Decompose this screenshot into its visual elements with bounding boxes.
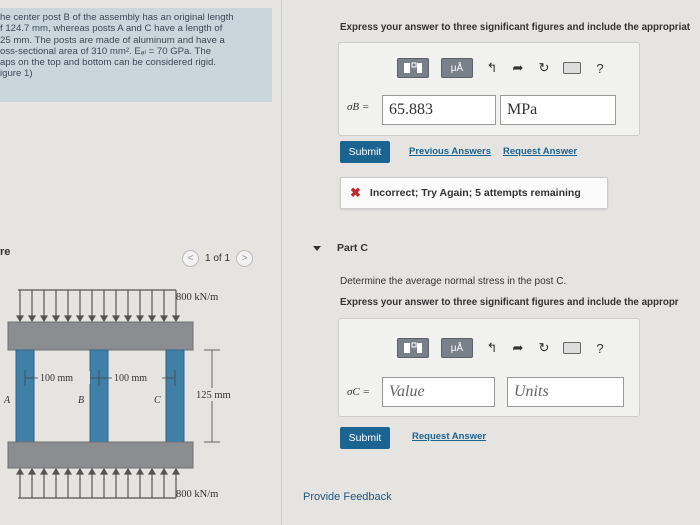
problem-statement	[0, 12, 268, 80]
units-symbols-button[interactable]: μÅ	[441, 338, 473, 358]
reset-icon[interactable]: ↻	[538, 60, 550, 75]
problem-line: f 124.7 mm, whereas posts A and C have a length of	[0, 23, 223, 35]
load-arrowhead	[173, 469, 179, 474]
height-label: 125 mm	[196, 390, 231, 401]
part-c-toolbar	[397, 337, 607, 359]
part-c-question: Determine the average normal stress in the post C.	[340, 276, 567, 287]
bottom-load-arrows	[17, 469, 179, 498]
part-c-header[interactable]	[313, 242, 368, 254]
templates-icon	[403, 342, 423, 354]
part-c-submit-button[interactable]: Submit	[340, 427, 390, 449]
figure-pager	[182, 250, 253, 267]
sigma-b-units-input[interactable]: MPa	[500, 95, 616, 125]
problem-line: oss-sectional area of 310 mm². Eₐₗ = 70 GPa. The	[0, 45, 212, 57]
next-figure-button[interactable]: >	[236, 250, 253, 267]
top-load-arrows	[17, 290, 179, 321]
problem-line: 25 mm. The posts are made of aluminum and have a	[0, 34, 225, 46]
load-arrowhead	[65, 469, 71, 474]
keyboard-icon[interactable]	[563, 62, 581, 74]
load-arrowhead	[173, 316, 179, 321]
incorrect-icon: ✖	[350, 185, 361, 200]
help-icon[interactable]: ?	[596, 340, 604, 356]
load-arrowhead	[125, 316, 131, 321]
load-arrowhead	[125, 469, 131, 474]
load-arrowhead	[101, 316, 107, 321]
load-arrowhead	[41, 316, 47, 321]
problem-line: aps on the top and bottom can be considered rigid.	[0, 57, 217, 69]
part-c-instructions: Express your answer to three significant figures and include the appropr	[340, 297, 679, 308]
load-arrowhead	[137, 469, 143, 474]
assembly-figure	[0, 282, 281, 512]
post-b	[90, 350, 108, 442]
top-cap	[8, 322, 193, 350]
help-icon[interactable]: ?	[596, 60, 604, 76]
load-arrowhead	[149, 469, 155, 474]
templates-icon	[403, 62, 423, 74]
figure-link[interactable]: igure 1)	[0, 68, 33, 80]
load-arrowhead	[101, 469, 107, 474]
load-arrowhead	[137, 316, 143, 321]
spacing-right-label: 100 mm	[114, 373, 148, 384]
sigma-c-value-input[interactable]: Value	[382, 377, 495, 407]
part-c-title: Part C	[337, 242, 368, 254]
redo-icon[interactable]: ➦	[512, 340, 524, 355]
dimension-lines	[25, 350, 220, 442]
undo-icon[interactable]: ↰	[486, 60, 498, 75]
part-b-instructions: Express your answer to three significant figures and include the appropriat	[340, 22, 691, 33]
problem-line: he center post B of the assembly has an original length	[0, 12, 234, 23]
load-arrowhead	[89, 469, 95, 474]
feedback-message: Incorrect; Try Again; 5 attempts remaining	[369, 187, 581, 199]
post-c-label: C	[154, 395, 161, 406]
reset-icon[interactable]: ↻	[538, 340, 550, 355]
part-b-answer-panel	[338, 42, 640, 136]
spacing-left-label: 100 mm	[40, 373, 74, 384]
load-arrowhead	[41, 469, 47, 474]
bottom-load-label: 800 kN/m	[176, 489, 219, 500]
part-b-toolbar	[397, 57, 607, 79]
post-c	[166, 350, 184, 442]
part-b-submit-button[interactable]: Submit	[340, 141, 390, 163]
load-arrowhead	[77, 316, 83, 321]
figure-page-indicator: 1 of 1	[205, 253, 231, 264]
part-b-feedback	[340, 177, 608, 209]
undo-icon[interactable]: ↰	[486, 340, 498, 355]
part-c-answer-panel	[338, 318, 640, 417]
load-arrowhead	[113, 469, 119, 474]
sigma-c-units-input[interactable]: Units	[507, 377, 624, 407]
load-arrowhead	[29, 316, 35, 321]
panel-divider	[281, 0, 282, 525]
figure-heading: re	[0, 246, 11, 258]
load-arrowhead	[161, 469, 167, 474]
load-arrowhead	[161, 316, 167, 321]
load-arrowhead	[53, 316, 59, 321]
top-load-label: 800 kN/m	[176, 292, 219, 303]
sigma-c-label: σC =	[347, 386, 370, 398]
provide-feedback-link[interactable]: Provide Feedback	[303, 491, 392, 503]
prev-figure-button[interactable]: <	[182, 250, 199, 267]
post-a-label: A	[4, 395, 11, 406]
load-arrowhead	[89, 316, 95, 321]
part-c-request-answer-link[interactable]: Request Answer	[412, 431, 487, 442]
part-b-request-answer-link[interactable]: Request Answer	[503, 146, 578, 157]
load-arrowhead	[53, 469, 59, 474]
load-arrowhead	[65, 316, 71, 321]
keyboard-icon[interactable]	[563, 342, 581, 354]
load-arrowhead	[113, 316, 119, 321]
load-arrowhead	[149, 316, 155, 321]
redo-icon[interactable]: ➦	[512, 60, 524, 75]
post-b-label: B	[78, 395, 85, 406]
collapse-triangle-icon	[313, 246, 321, 251]
templates-button[interactable]	[397, 58, 429, 78]
load-arrowhead	[77, 469, 83, 474]
post-a	[16, 350, 34, 442]
bottom-cap	[8, 442, 193, 468]
sigma-b-label: σB =	[347, 101, 370, 113]
load-arrowhead	[29, 469, 35, 474]
load-arrowhead	[17, 469, 23, 474]
templates-button[interactable]	[397, 338, 429, 358]
sigma-b-value-input[interactable]: 65.883	[382, 95, 496, 125]
load-arrowhead	[17, 316, 23, 321]
units-symbols-button[interactable]: μÅ	[441, 58, 473, 78]
previous-answers-link[interactable]: Previous Answers	[409, 146, 492, 157]
